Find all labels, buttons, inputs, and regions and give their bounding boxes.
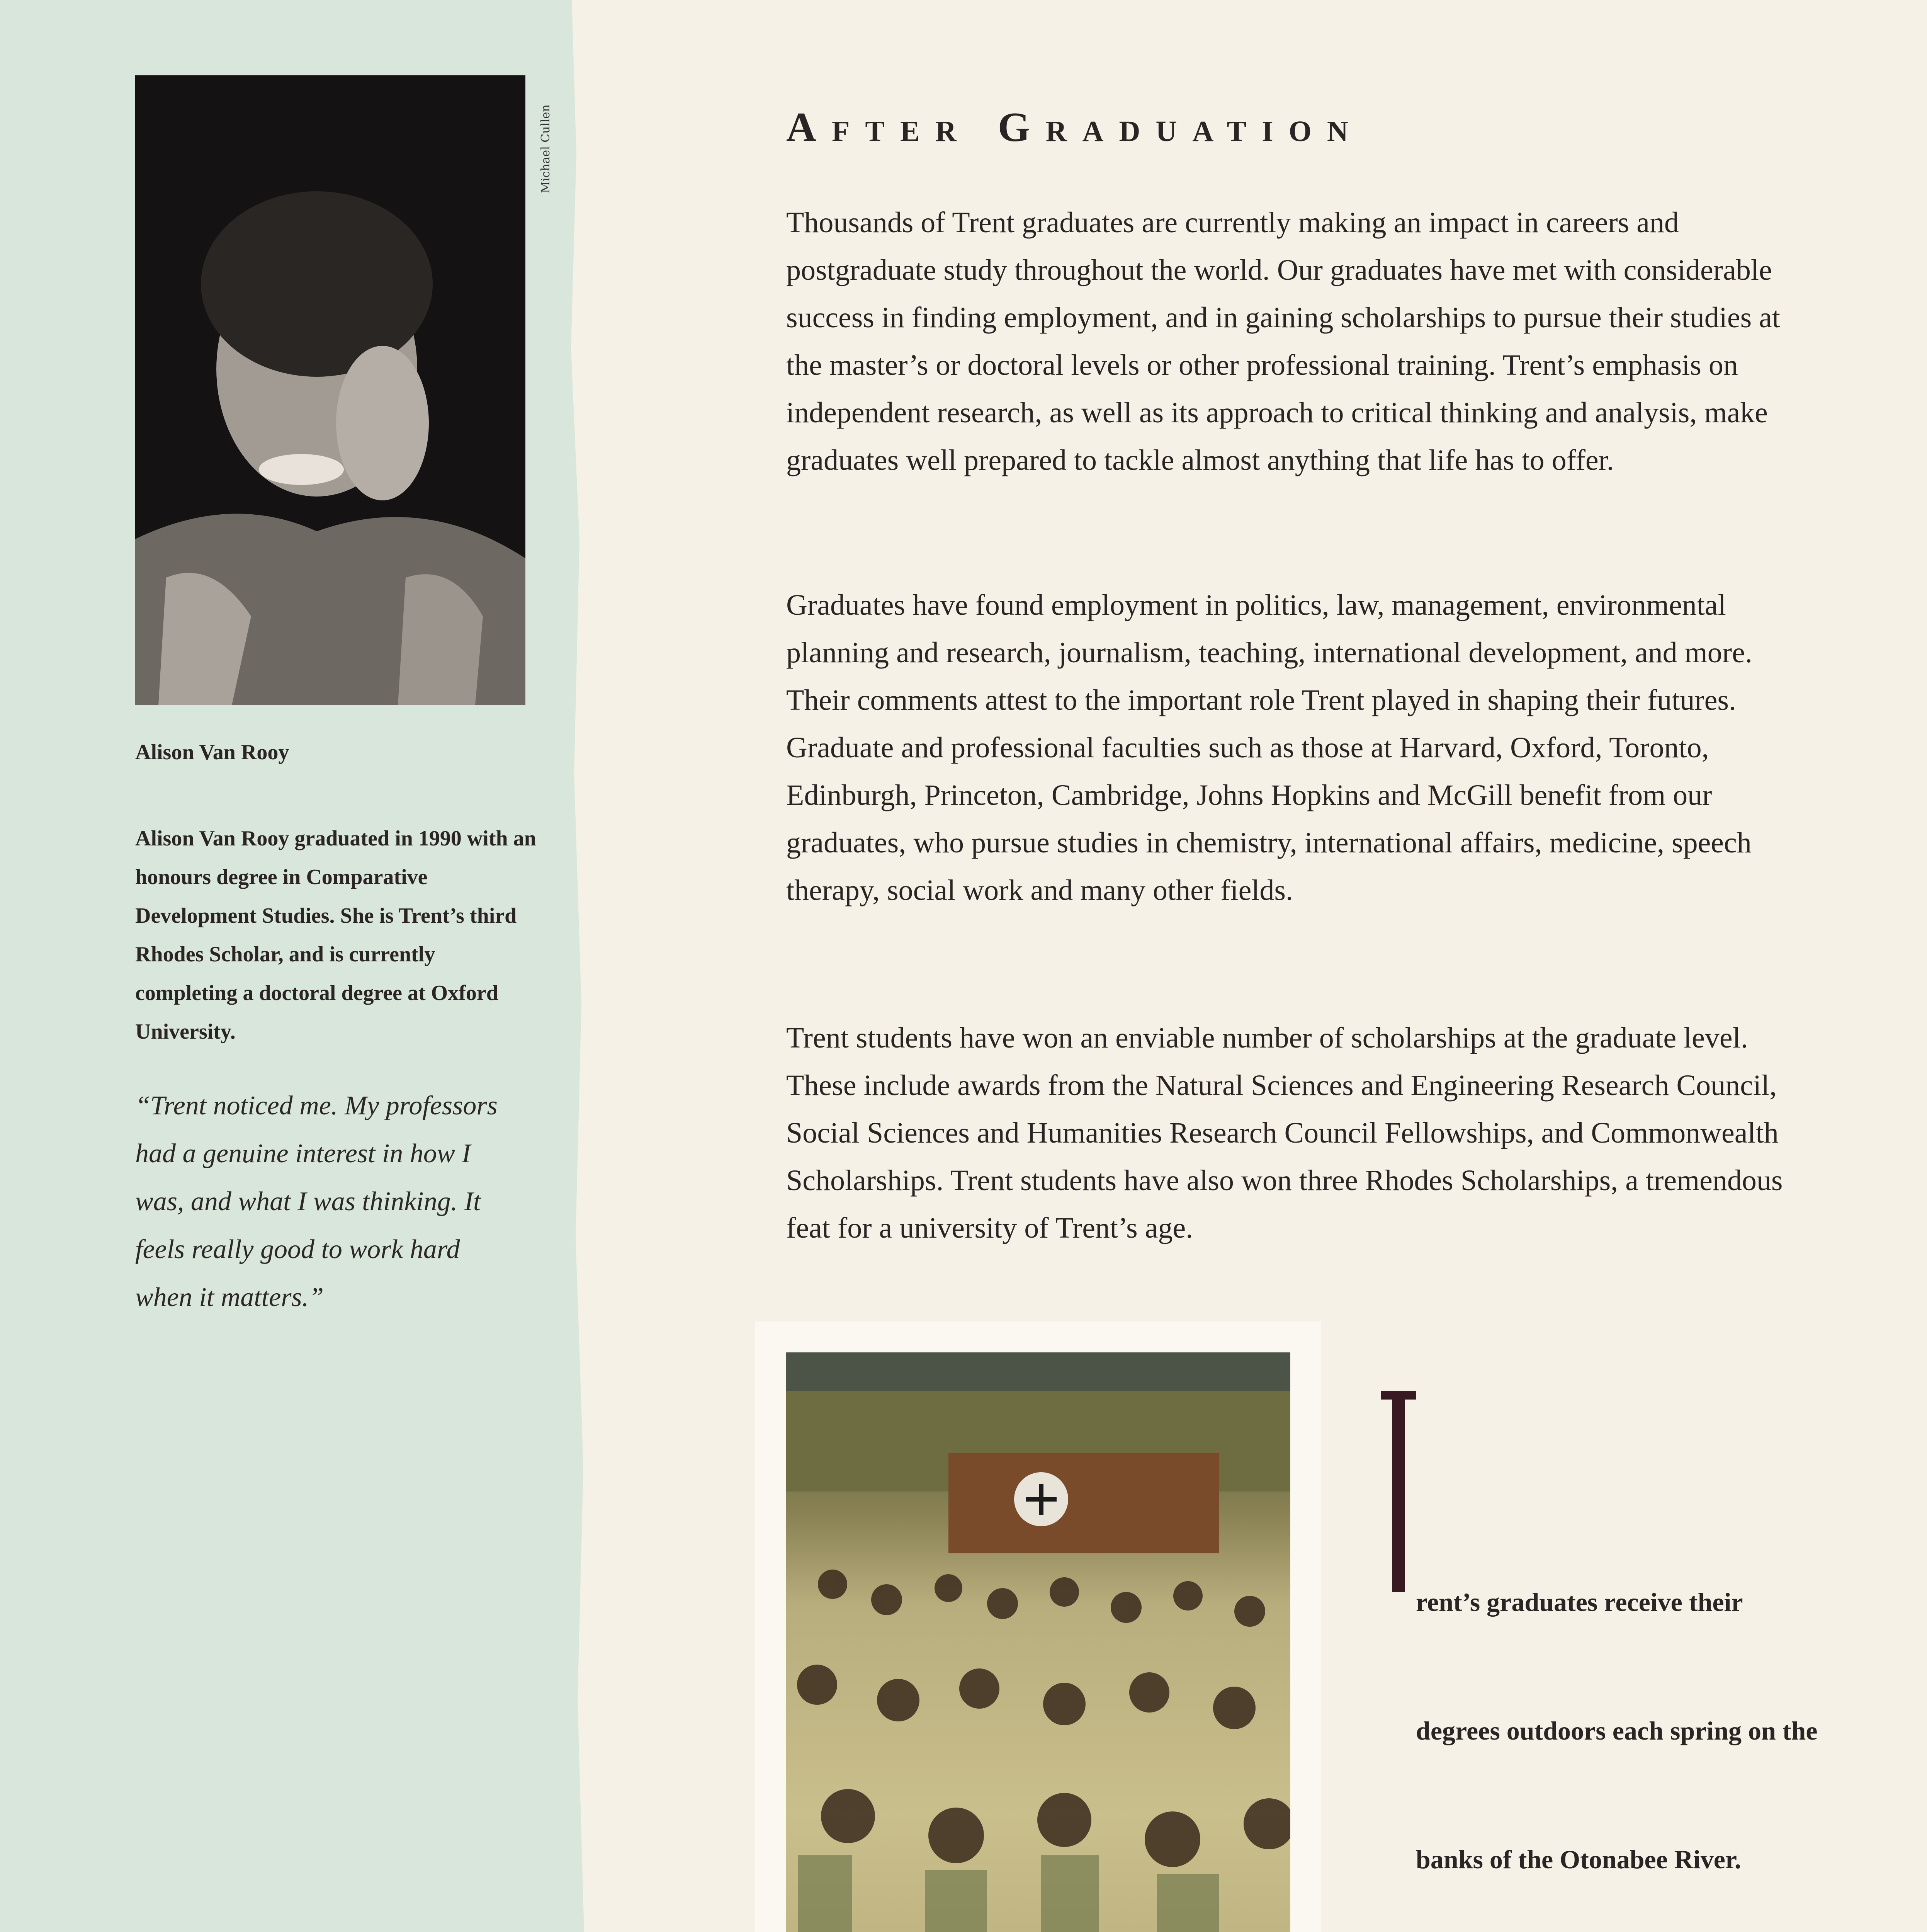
graduation-ceremony-photo xyxy=(786,1352,1290,1932)
body-paragraph: Thousands of Trent graduates are currently making an impact in careers and postgraduate study throughout the world. Our graduates have met with considerable success in finding employment, and in gaining scholarships to pursue their studies at the master’s or doctoral levels or other professional training. Trent’s emphasis on independent research, as well as its approach to critical thinking and analysis, make graduates well prepared to tackle almost anything that life has to offer. xyxy=(786,206,1781,476)
portrait-photo xyxy=(135,75,525,705)
pull-quote xyxy=(1397,1414,1822,1924)
photo-credit: Michael Cullen xyxy=(539,104,552,193)
pull-quote-testimonial: “Trent noticed me. My professors had a genuine interest in how I was, and what I was thinking. It feels really good to work hard when it matters.” xyxy=(135,1091,498,1312)
caption-bio: Alison Van Rooy graduated in 1990 with an honours degree in Comparative Development Studies. She is Trent’s third Rhodes Scholar, and is currently completing a doctoral degree at Oxford University. xyxy=(135,827,536,1044)
caption-name: Alison Van Rooy xyxy=(135,740,289,764)
pull-quote-text: rent’s graduates receive their degrees outdoors each spring on the banks of the Otonabee River. xyxy=(1416,1587,1818,1874)
body-paragraph: Graduates have found employment in politics, law, management, environmental planning and research, journalism, teaching, international development, and more. Their comments attest to the important role Trent played in shaping their futures. Graduate and professional faculties such as those at Harvard, Oxford, Toronto, Edinburgh, Princeton, Cambridge, Johns Hopkins and McGill benefit from our graduates, who pursue studies in chemistry, international affairs, medicine, speech therapy, social work and many other fields. xyxy=(786,589,1752,906)
body-paragraph: Trent students have won an enviable number of scholarships at the graduate level. These include awards from the Natural Sciences and Engineering Research Council, Social Sciences and Humanities Research Council Fellowships, and Commonwealth Scholarships. Trent students have also won three Rhodes Scholarships, a tremendous feat for a university of Trent’s age. xyxy=(786,1022,1783,1244)
page-title: After Graduation xyxy=(786,104,1364,150)
